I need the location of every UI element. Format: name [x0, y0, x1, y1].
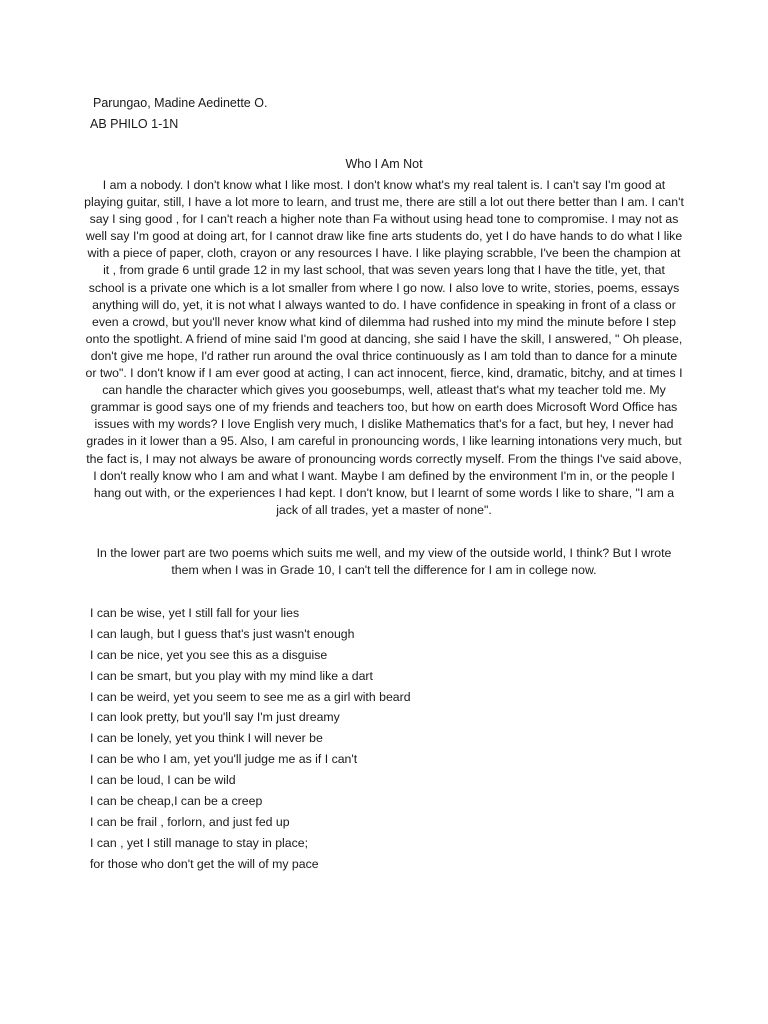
poem-line: I can be who I am, yet you'll judge me as if I can't — [90, 752, 358, 767]
essay-paragraph: I am a nobody. I don't know what I like most. I don't know what's my real talent is. I can't say I'm good at playing guitar, still, I have a lot more to learn, and trust me, there are still a lot out there better than I am. I can't say I sing good , for I can't reach a higher note than Fa without using head tone to compromise. I may not as well say I'm good at doing art, for I cannot draw like fine arts students do, yet I do have hands to do what I like with a piece of paper, cloth, crayon or any resources I have. I like playing scrabble, I've been the champion at it , from grade 6 until grade 12 in my last school, that was seven years long that I have the title, yet, that school is a private one which is a lot smaller from where I go now. I also love to write, stories, poems, essays anything will do, yet, it is not what I always wanted to do. I have confidence in speaking in front of a class or even a crowd, but you'll never know what kind of dilemma had rushed into my mind the minute before I step onto the spotlight. A friend of mine said I'm good at dancing, she said I have the skill, I answered, " Oh please, don't give me hope, I'd rather run around the oval thrice continuously as I am told than to dance for a minute or two". I don't know if I am ever good at acting, I can act innocent, fierce, kind, dramatic, bitchy, and at times I can handle the character which gives you goosebumps, well, atleast that's what my teacher told me. My grammar is good says one of my friends and teachers too, but how on earth does Microsoft Word Office has issues with my words? I love English very much, I dislike Mathematics that's for a fact, but hey, I never had grades in it lower than a 95. Also, I am careful in pronouncing words, I like learning intonations very much, but the fact is, I may not always be aware of pronouncing words correctly myself. From the things I've said above, I don't really know who I am and what I want. Maybe I am defined by the environment I'm in, or the people I hang out with, or the experiences I had kept. I don't know, but I learnt of some words I like to share, "I am a jack of all trades, yet a master of none". — [84, 178, 684, 517]
poem-line: for those who don't get the will of my pace — [90, 856, 319, 871]
poem-line: I can be lonely, yet you think I will never be — [90, 731, 323, 746]
poem-line: I can be smart, but you play with my mind like a dart — [90, 668, 373, 683]
poem-line: I can be weird, yet you seem to see me as a girl with beard — [90, 689, 411, 704]
poem-line: I can be cheap,I can be a creep — [90, 794, 263, 809]
poem-line: I can look pretty, but you'll say I'm just dreamy — [90, 710, 340, 725]
poem-line: I can be frail , forlorn, and just fed up — [90, 814, 290, 829]
essay-title: Who I Am Not — [345, 157, 423, 171]
poem — [90, 603, 411, 875]
poem-line: I can be loud, I can be wild — [90, 773, 236, 788]
poem-line: I can be wise, yet I still fall for your lies — [90, 606, 300, 620]
poem-line: I can , yet I still manage to stay in place; — [90, 835, 309, 850]
course-code: AB PHILO 1-1N — [90, 117, 179, 131]
poem-intro-paragraph: In the lower part are two poems which suits me well, and my view of the outside world, I think? But I wrote them when I was in Grade 10, I can't tell the difference for I am in college now. — [96, 546, 672, 578]
poem-line: I can laugh, but I guess that's just wasn't enough — [90, 626, 355, 641]
poem-line: I can be nice, yet you see this as a disguise — [90, 647, 328, 662]
author-name: Parungao, Madine Aedinette O. — [93, 96, 268, 110]
